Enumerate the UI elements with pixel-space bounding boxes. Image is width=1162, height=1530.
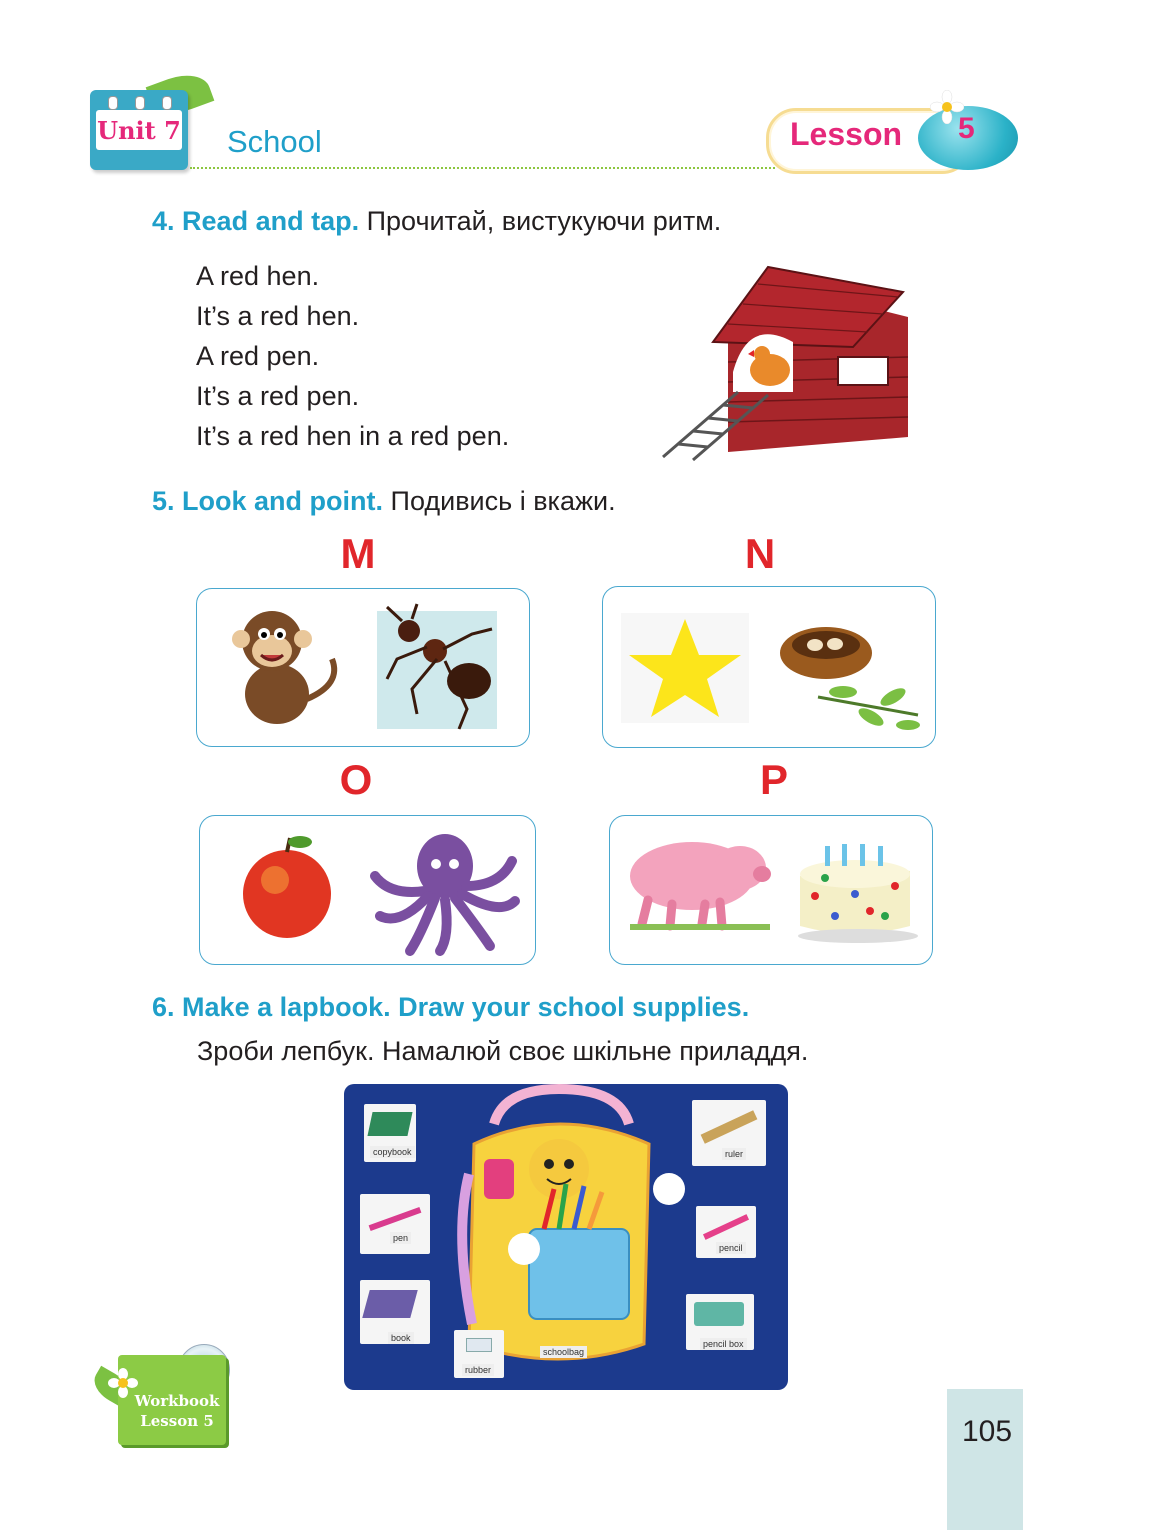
- task-number: 5.: [152, 486, 175, 516]
- lapbook-label: pencil box: [700, 1338, 747, 1350]
- rhyme-line: A red pen.: [196, 341, 320, 371]
- star-nest-illustration: [603, 587, 935, 747]
- monkey-ant-illustration: [197, 589, 529, 746]
- page-number-tab: [947, 1389, 1023, 1530]
- task6-subtitle-uk: Зроби лепбук. Намалюй своє шкільне приладдя.: [197, 1036, 809, 1066]
- rhyme-line: It’s a red hen.: [196, 301, 360, 331]
- task6-heading: [152, 992, 749, 1023]
- task-title-en: Read and tap.: [182, 206, 360, 236]
- workbook-label: Workbook: [134, 1392, 220, 1410]
- lesson-label: Lesson: [790, 116, 903, 152]
- picture-card-m: [196, 588, 530, 747]
- ant-icon: [377, 604, 497, 729]
- lapbook-label: copybook: [370, 1146, 415, 1158]
- lapbook-label: book: [388, 1332, 414, 1344]
- task-title-en: Look and point.: [182, 486, 384, 516]
- workbook-lesson: Lesson 5: [140, 1412, 214, 1430]
- picture-card-p: [609, 815, 933, 965]
- ring-icon: [162, 96, 172, 110]
- task5-heading: [152, 486, 616, 517]
- task-title-uk: Прочитай, вистукуючи ритм.: [366, 206, 722, 236]
- unit-title: School: [227, 124, 322, 159]
- task-number: 6.: [152, 992, 175, 1022]
- unit-label: Unit 7: [97, 115, 181, 145]
- nest-icon: [780, 627, 920, 730]
- task-title-en: Make a lapbook. Draw your school supplies.: [182, 992, 750, 1022]
- monkey-icon: [232, 611, 334, 724]
- letter-m: M: [340, 530, 376, 577]
- letter-p: P: [759, 756, 788, 803]
- picture-card-n: [602, 586, 936, 748]
- task4-heading: [152, 206, 721, 237]
- lesson-number: 5: [958, 112, 975, 145]
- octopus-icon: [375, 834, 515, 951]
- apple-octopus-illustration: [200, 816, 535, 964]
- lapbook-label: pencil: [716, 1242, 746, 1254]
- picture-card-o: [199, 815, 536, 965]
- pen-card: [360, 1194, 430, 1254]
- rhyme-line: It’s a red hen in a red pen.: [196, 421, 510, 451]
- pig-cake-illustration: [610, 816, 932, 964]
- workbook-reference: [132, 1391, 222, 1431]
- page-number: 105: [961, 1415, 1013, 1448]
- letter-n: N: [744, 530, 776, 577]
- ring-icon: [108, 96, 118, 110]
- pig-icon: [630, 842, 771, 930]
- lapbook-label: ruler: [722, 1148, 746, 1160]
- rhyme-text: [196, 256, 509, 456]
- task-title-uk: Подивись і вкажи.: [390, 486, 616, 516]
- task-number: 4.: [152, 206, 175, 236]
- lapbook-label: schoolbag: [540, 1346, 587, 1358]
- apple-icon: [243, 836, 331, 938]
- lapbook-label: pen: [390, 1232, 411, 1244]
- cake-icon: [798, 844, 918, 943]
- unit-badge: [90, 90, 188, 170]
- lapbook-photo: [344, 1084, 788, 1390]
- rhyme-line: It’s a red pen.: [196, 381, 360, 411]
- rhyme-line: A red hen.: [196, 261, 320, 291]
- header-divider: [190, 167, 775, 169]
- lapbook-label: rubber: [462, 1364, 494, 1376]
- ring-icon: [135, 96, 145, 110]
- letter-o: O: [339, 756, 373, 803]
- hen-house-illustration: [658, 262, 913, 462]
